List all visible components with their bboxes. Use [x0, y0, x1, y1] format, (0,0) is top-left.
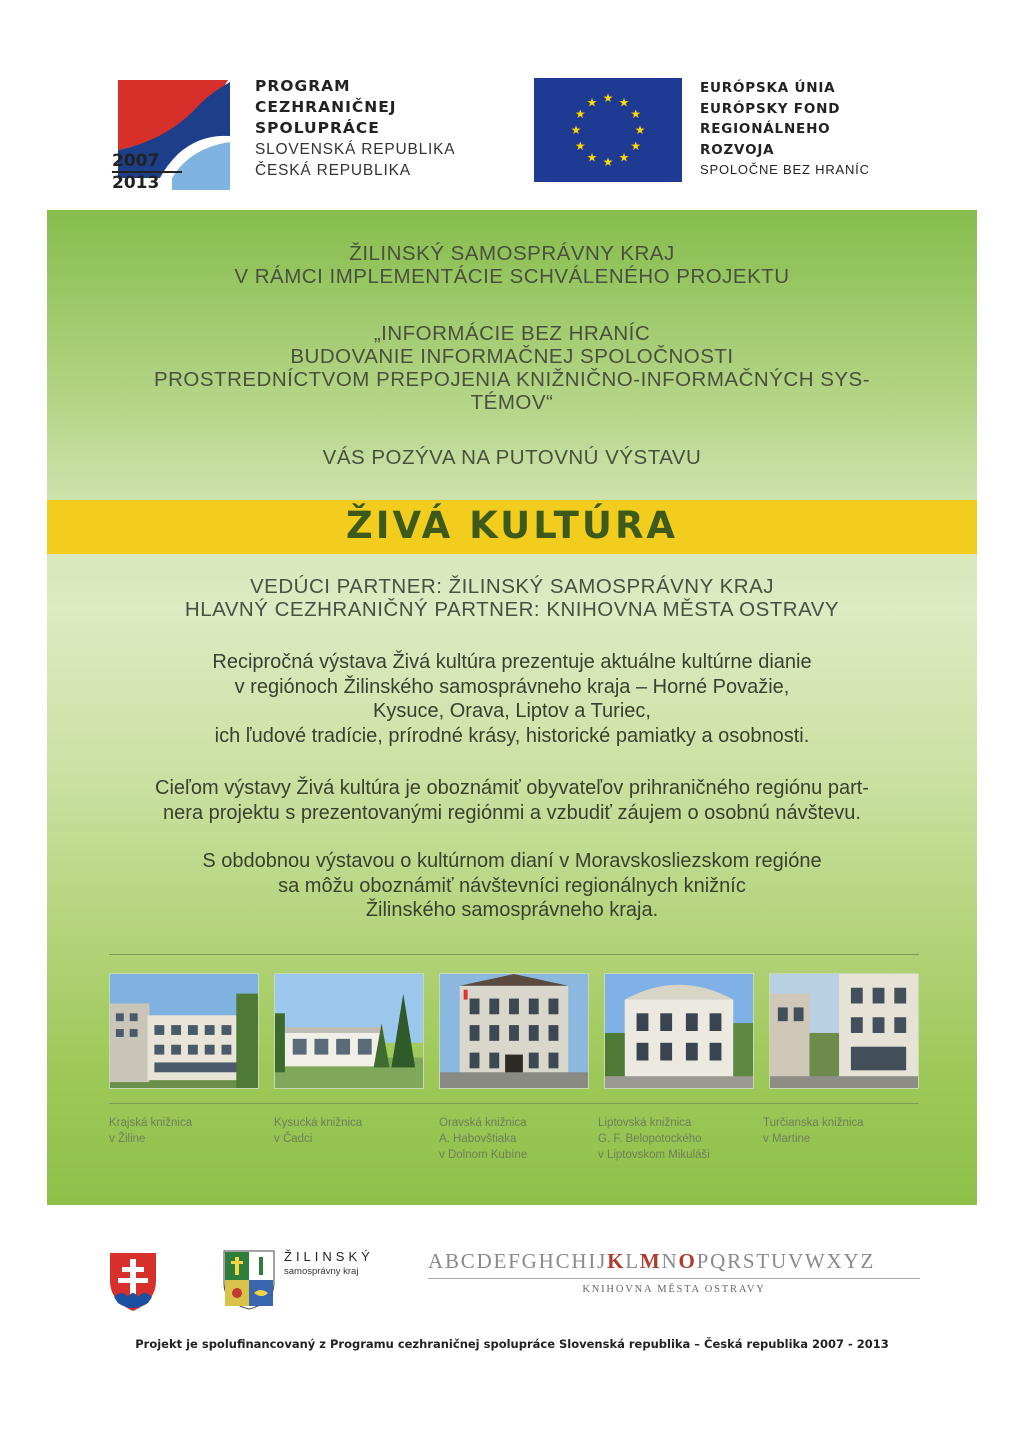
- library-caption-liptovsky-mikulas: [598, 1115, 748, 1163]
- paragraph-3-line: Žilinského samosprávneho kraja.: [365, 899, 659, 921]
- eu-star-icon: ★: [618, 150, 630, 165]
- zsk-text: [284, 1249, 374, 1278]
- caption-line: A. Habovštiaka: [439, 1133, 517, 1145]
- zsk-subtitle: samosprávny kraj: [284, 1266, 359, 1277]
- kmo-letter-l: L: [625, 1249, 640, 1273]
- caption-line: v Dolnom Kubíne: [439, 1149, 528, 1161]
- year-bottom: 2013: [112, 173, 160, 190]
- library-caption-martin: [763, 1115, 913, 1147]
- project-line-1: „INFORMÁCIE BEZ HRANÍC: [373, 322, 651, 345]
- caption-line: G. F. Belopotockého: [598, 1133, 702, 1145]
- program-line-1: PROGRAM: [255, 77, 351, 95]
- kmo-logo-alphabet: [428, 1247, 920, 1275]
- paragraph-1: [47, 650, 977, 748]
- caption-line: v Martine: [763, 1133, 811, 1145]
- header: [100, 70, 930, 190]
- kmo-letter-o: O: [678, 1249, 697, 1273]
- eu-star-icon: ★: [586, 95, 598, 110]
- library-photo-cadca: [274, 973, 424, 1089]
- kmo-alpha-pre: ABCDEFGHCHIJ: [428, 1249, 608, 1273]
- library-photo-dolny-kubin: [439, 973, 589, 1089]
- caption-line: v Čadci: [274, 1133, 313, 1145]
- project-line-4: TÉMOV“: [470, 391, 554, 414]
- library-caption-cadca: [274, 1115, 424, 1147]
- eu-star-icon: ★: [634, 123, 646, 137]
- eu-star-icon: ★: [602, 91, 614, 105]
- kmo-letter-m: M: [639, 1249, 662, 1273]
- library-photo-martin: [769, 973, 919, 1089]
- eu-line-4: ROZVOJA: [700, 141, 775, 158]
- kmo-divider: [428, 1278, 920, 1279]
- program-text: [255, 76, 535, 181]
- kmo-letter-k: K: [607, 1249, 626, 1273]
- lead-partner: VEDÚCI PARTNER: ŽILINSKÝ SAMOSPRÁVNY KRAJ: [249, 575, 774, 598]
- library-caption-zilina: [109, 1115, 259, 1147]
- main-partner: HLAVNÝ CEZHRANIČNÝ PARTNER: KNIHOVNA MĚSTA OSTRAVY: [184, 598, 840, 621]
- eu-line-3: REGIONÁLNEHO: [700, 121, 831, 137]
- library-photos: [109, 973, 919, 1089]
- paragraph-1-line: Kysuce, Orava, Liptov a Turiec,: [373, 700, 651, 722]
- paragraph-2-line: nera projektu s prezentovanými regiónmi a vzbudiť záujem o osobnú návštevu.: [163, 801, 861, 824]
- eu-line-2: EURÓPSKY FOND: [700, 100, 841, 117]
- eu-star-icon: ★: [630, 107, 642, 121]
- project-line-3: PROSTREDNÍCTVOM PREPOJENIA KNIŽNIČNO-INFORMAČNÝCH SYS-: [153, 368, 871, 391]
- intro-line-2: V RÁMCI IMPLEMENTÁCIE SCHVÁLENÉHO PROJEKTU: [234, 265, 790, 288]
- zilina-region-coat-of-arms-icon: [222, 1249, 276, 1311]
- partners-block: [47, 575, 977, 621]
- caption-line: Liptovská knižnica: [598, 1117, 692, 1129]
- eu-star-icon: ★: [574, 139, 586, 153]
- invite-text: VÁS POZÝVA NA PUTOVNÚ VÝSTAVU: [322, 446, 702, 469]
- kmo-alpha-post: PQRSTUVWXYZ: [696, 1249, 876, 1273]
- library-photo-liptovsky-mikulas: [604, 973, 754, 1089]
- program-country-2: ČESKÁ REPUBLIKA: [255, 162, 411, 179]
- paragraph-1-line: ich ľudové tradície, prírodné krásy, historické pamiatky a osobnosti.: [214, 724, 810, 747]
- paragraph-1-line: Recipročná výstava Živá kultúra prezentuje aktuálne kultúrne dianie: [212, 651, 812, 673]
- library-caption-dolny-kubin: [439, 1115, 589, 1163]
- eu-line-1: EURÓPSKA ÚNIA: [700, 80, 836, 96]
- kmo-name: KNIHOVNA MĚSTA OSTRAVY: [582, 1284, 766, 1295]
- eu-flag-icon: [534, 78, 682, 182]
- paragraph-3-line: sa môžu oboznámiť návštevníci regionálnych knižníc: [278, 874, 746, 897]
- funding-note: Projekt je spolufinancovaný z Programu cezhraničnej spolupráce Slovenská republika – Česká republika 2007 - 2013: [135, 1337, 889, 1351]
- intro-block: [47, 242, 977, 288]
- project-block: [47, 322, 977, 414]
- caption-line: Turčianska knižnica: [763, 1117, 864, 1129]
- eu-star-icon: ★: [602, 155, 614, 169]
- slovak-coat-of-arms-icon: [108, 1251, 158, 1313]
- program-logo-icon: [108, 78, 238, 190]
- caption-line: v Žiline: [109, 1133, 146, 1145]
- paragraph-1-line: v regiónoch Žilinského samosprávneho kraja – Horné Považie,: [234, 675, 790, 698]
- project-line-2: BUDOVANIE INFORMAČNEJ SPOLOČNOSTI: [290, 345, 734, 368]
- zsk-title: ŽILINSKÝ: [284, 1249, 374, 1264]
- paragraph-2: [47, 776, 977, 825]
- kmo-letter-n: N: [661, 1249, 679, 1273]
- caption-line: Oravská knižnica: [439, 1117, 527, 1129]
- eu-star-icon: ★: [574, 107, 586, 121]
- year-top: 2007: [112, 151, 160, 171]
- intro-line-1: ŽILINSKÝ SAMOSPRÁVNY KRAJ: [349, 242, 675, 265]
- program-line-2: CEZHRANIČNEJ: [255, 98, 397, 116]
- divider-top: [109, 954, 919, 955]
- paragraph-3: [47, 849, 977, 923]
- caption-line: Krajská knižnica: [109, 1117, 193, 1129]
- program-country-1: SLOVENSKÁ REPUBLIKA: [255, 141, 456, 158]
- program-line-3: SPOLUPRÁCE: [255, 119, 380, 137]
- exhibition-title: ŽIVÁ KULTÚRA: [345, 504, 679, 547]
- caption-line: v Liptovskom Mikuláši: [598, 1149, 710, 1161]
- eu-star-icon: ★: [618, 95, 630, 110]
- eu-star-icon: ★: [570, 123, 582, 137]
- caption-line: Kysucká knižnica: [274, 1117, 363, 1129]
- library-photo-zilina: [109, 973, 259, 1089]
- eu-line-5: SPOLOČNE BEZ HRANÍC: [700, 162, 870, 177]
- paragraph-3-line: S obdobnou výstavou o kultúrnom dianí v Moravskosliezskom regióne: [202, 850, 822, 872]
- paragraph-2-line: Cieľom výstavy Živá kultúra je oboznámiť obyvateľov prihraničného regiónu part-: [155, 777, 869, 799]
- divider-bottom: [109, 1103, 919, 1104]
- green-panel: [47, 210, 977, 1205]
- eu-star-icon: ★: [630, 139, 642, 153]
- eu-text: [700, 78, 930, 181]
- eu-star-icon: ★: [586, 150, 598, 165]
